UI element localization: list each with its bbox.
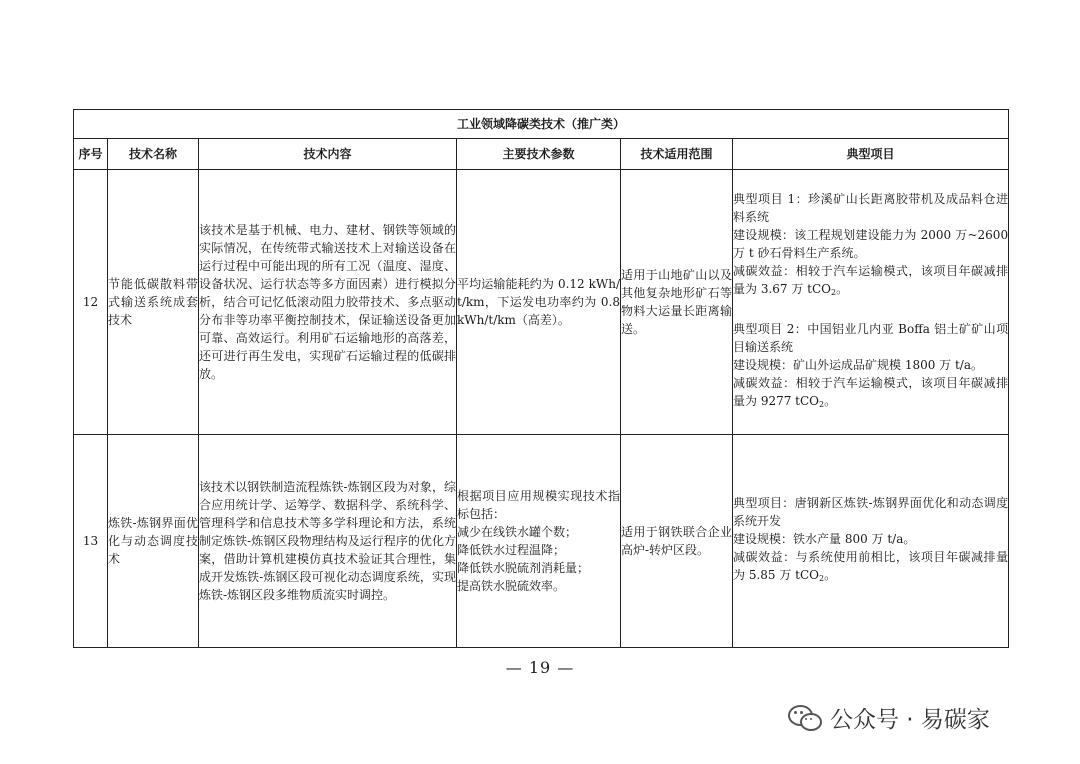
header-name: 技术名称	[108, 139, 199, 170]
tech-content: 该技术以钢铁制造流程炼铁-炼钢区段为对象，综合应用统计学、运筹学、数据科学、系统科学、管理科学和信息技术等多学科理论和方法，系统制定炼铁-炼钢区段物理结构及运行程序的优化方案，借助计算机建模仿真技术验证其合理性，集成开发炼铁-炼钢区段可视化动态调度系统，实现炼铁-炼钢区段多维物质流实时调控。	[199, 435, 457, 648]
tech-name: 节能低碳散料带式输送系统成套技术	[108, 170, 199, 435]
table-row	[74, 170, 1009, 435]
project-title: 典型项目：唐钢新区炼铁-炼钢界面优化和动态调度系统开发	[733, 496, 1009, 528]
header-scope: 技术适用范围	[621, 139, 733, 170]
param-line: 减少在线铁水罐个数；	[457, 525, 578, 539]
tech-scope: 适用于山地矿山以及其他复杂地形矿石等物料大运量长距离输送。	[621, 170, 733, 435]
typical-projects	[733, 170, 1009, 435]
page-number: — 19 —	[505, 658, 575, 677]
param-line: 根据项目应用规模实现技术指标包括：	[457, 489, 620, 521]
header-num: 序号	[74, 139, 108, 170]
project-scale: 建设规模：铁水产量 800 万 t/a。	[733, 532, 916, 546]
row-number: 13	[74, 435, 108, 648]
param-line: 降低铁水过程温降；	[457, 543, 566, 557]
tech-params: 平均运输能耗约为 0.12 kWh/t/km，下运发电功率约为 0.8 kWh/t/km（高差）。	[457, 170, 621, 435]
param-line: 提高铁水脱硫效率。	[457, 579, 566, 593]
watermark	[788, 696, 990, 738]
project-benefit: 减碳效益：相较于汽车运输模式，该项目年碳减排量为 3.67 万 tCO$_2$。	[733, 264, 1009, 297]
table-title: 工业领域降碳类技术（推广类）	[74, 110, 1009, 139]
header-content: 技术内容	[199, 139, 457, 170]
row-number: 12	[74, 170, 108, 435]
watermark-text: 公众号 · 易碳家	[830, 706, 990, 733]
project-scale: 建设规模：矿山外运成品矿规模 1800 万 t/a。	[733, 358, 984, 372]
project-title: 典型项目 2：中国铝业几内亚 Boffa 铝土矿矿山项目输送系统	[733, 322, 1009, 354]
tech-content: 该技术是基于机械、电力、建材、钢铁等领域的实际情况，在传统带式输送技术上对输送设备在运行过程中可能出现的所有工况（温度、湿度、设备状况、运行状态等多方面因素）进行模拟分析，结合可记忆低滚动阻力胶带技术、多点驱动分布非等功率平衡控制技术，保证输送设备更加可靠、高效运行。利用矿石运输地形的高落差，还可进行再生发电，实现矿石运输过程的低碳排放。	[199, 170, 457, 435]
wechat-icon	[788, 703, 822, 731]
tech-scope: 适用于钢铁联合企业高炉-转炉区段。	[621, 435, 733, 648]
project-benefit: 减碳效益：相较于汽车运输模式，该项目年碳减排量为 9277 tCO$_2$。	[733, 376, 1009, 409]
table-row	[74, 435, 1009, 648]
typical-projects	[733, 435, 1009, 648]
project-scale: 建设规模：该工程规划建设能力为 2000 万~2600 万 t 砂石骨料生产系统。	[733, 228, 1009, 260]
tech-name: 炼铁-炼钢界面优化与动态调度技术	[108, 435, 199, 648]
tech-table	[73, 109, 1009, 648]
param-line: 降低铁水脱硫剂消耗量；	[457, 561, 590, 575]
header-params: 主要技术参数	[457, 139, 621, 170]
project-benefit: 减碳效益：与系统使用前相比，该项目年碳减排量为 5.85 万 tCO$_2$。	[733, 550, 1009, 583]
project-title: 典型项目 1：珍溪矿山长距离胶带机及成品料仓进料系统	[733, 192, 1009, 224]
header-projects: 典型项目	[733, 139, 1009, 170]
tech-params	[457, 435, 621, 648]
